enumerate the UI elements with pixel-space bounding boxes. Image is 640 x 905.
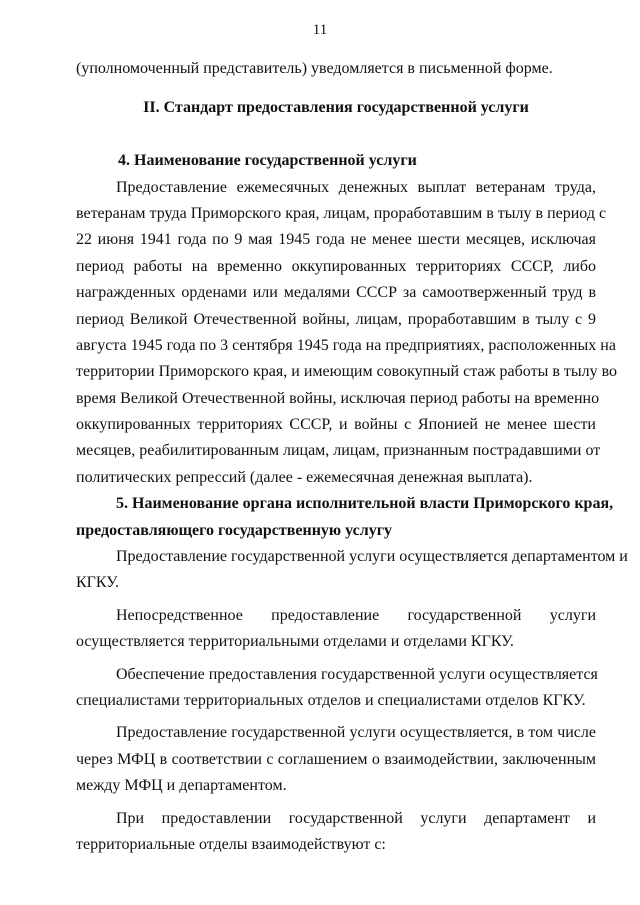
text-line: Предоставление государственной услуги осуществляется департаментом и	[116, 548, 628, 566]
spacer	[76, 122, 596, 148]
text-line: ветеранам труда Приморского края, лицам, проработавшим в тылу в период с	[76, 204, 607, 222]
text-line: (уполномоченный представитель) уведомляется в письменной форме.	[76, 60, 553, 77]
subsection-heading-5-cont: предоставляющего государственную услугу	[76, 521, 392, 539]
text-line: осуществляется территориальными отделами и отделами КГКУ.	[76, 633, 514, 651]
text-line: политических репрессий (далее - ежемесячная денежная выплата).	[76, 468, 533, 486]
text-line: награжденных орденами или медалями СССР за самоотверженный труд в	[76, 284, 596, 302]
text-line: между МФЦ и департаментом.	[76, 777, 287, 795]
subsection-heading-5: 5. Наименование органа исполнительной власти Приморского края,	[116, 495, 614, 513]
spacer	[76, 82, 596, 95]
text-line: Предоставление ежемесячных денежных выплат ветеранам труда,	[116, 178, 596, 196]
text-line: период работы на временно оккупированных территориях СССР, либо	[76, 257, 596, 275]
subsection-heading-4: 4. Наименование государственной услуги	[118, 152, 417, 170]
document-body	[76, 56, 628, 858]
text-line: августа 1945 года по 3 сентября 1945 года на предприятиях, расположенных на	[76, 336, 616, 354]
text-line: При предоставлении государственной услуги департамент и	[116, 809, 596, 827]
text-line: период Великой Отечественной войны, лицам, проработавшим в тылу с 9	[76, 310, 596, 328]
text-line: Обеспечение предоставления государственной услуги осуществляется	[116, 665, 598, 683]
text-line: территориальные отделы взаимодействуют с:	[76, 835, 386, 853]
page-number: 11	[312, 22, 328, 38]
text-line: месяцев, реабилитированным лицам, лицам, признанным пострадавшими от	[76, 442, 601, 460]
text-line: оккупированных территориях СССР, и войны с Японией не менее шести	[76, 416, 596, 434]
text-line: 22 июня 1941 года по 9 мая 1945 года не менее шести месяцев, исключая	[76, 231, 596, 249]
text-line: через МФЦ в соответствии с соглашением о взаимодействии, заключенным	[76, 750, 596, 768]
section-heading: II. Стандарт предоставления государственной услуги	[143, 99, 529, 117]
text-line: территории Приморского края, и имеющим совокупный стаж работы в тылу во	[76, 363, 618, 381]
text-line: специалистами территориальных отделов и специалистами отделов КГКУ.	[76, 691, 586, 709]
text-line: Предоставление государственной услуги осуществляется, в том числе	[116, 724, 596, 742]
text-line: КГКУ.	[76, 574, 119, 592]
text-line: Непосредственное предоставление государственной услуги	[116, 606, 596, 624]
text-line: время Великой Отечественной войны, исключая период работы на временно	[76, 389, 600, 407]
